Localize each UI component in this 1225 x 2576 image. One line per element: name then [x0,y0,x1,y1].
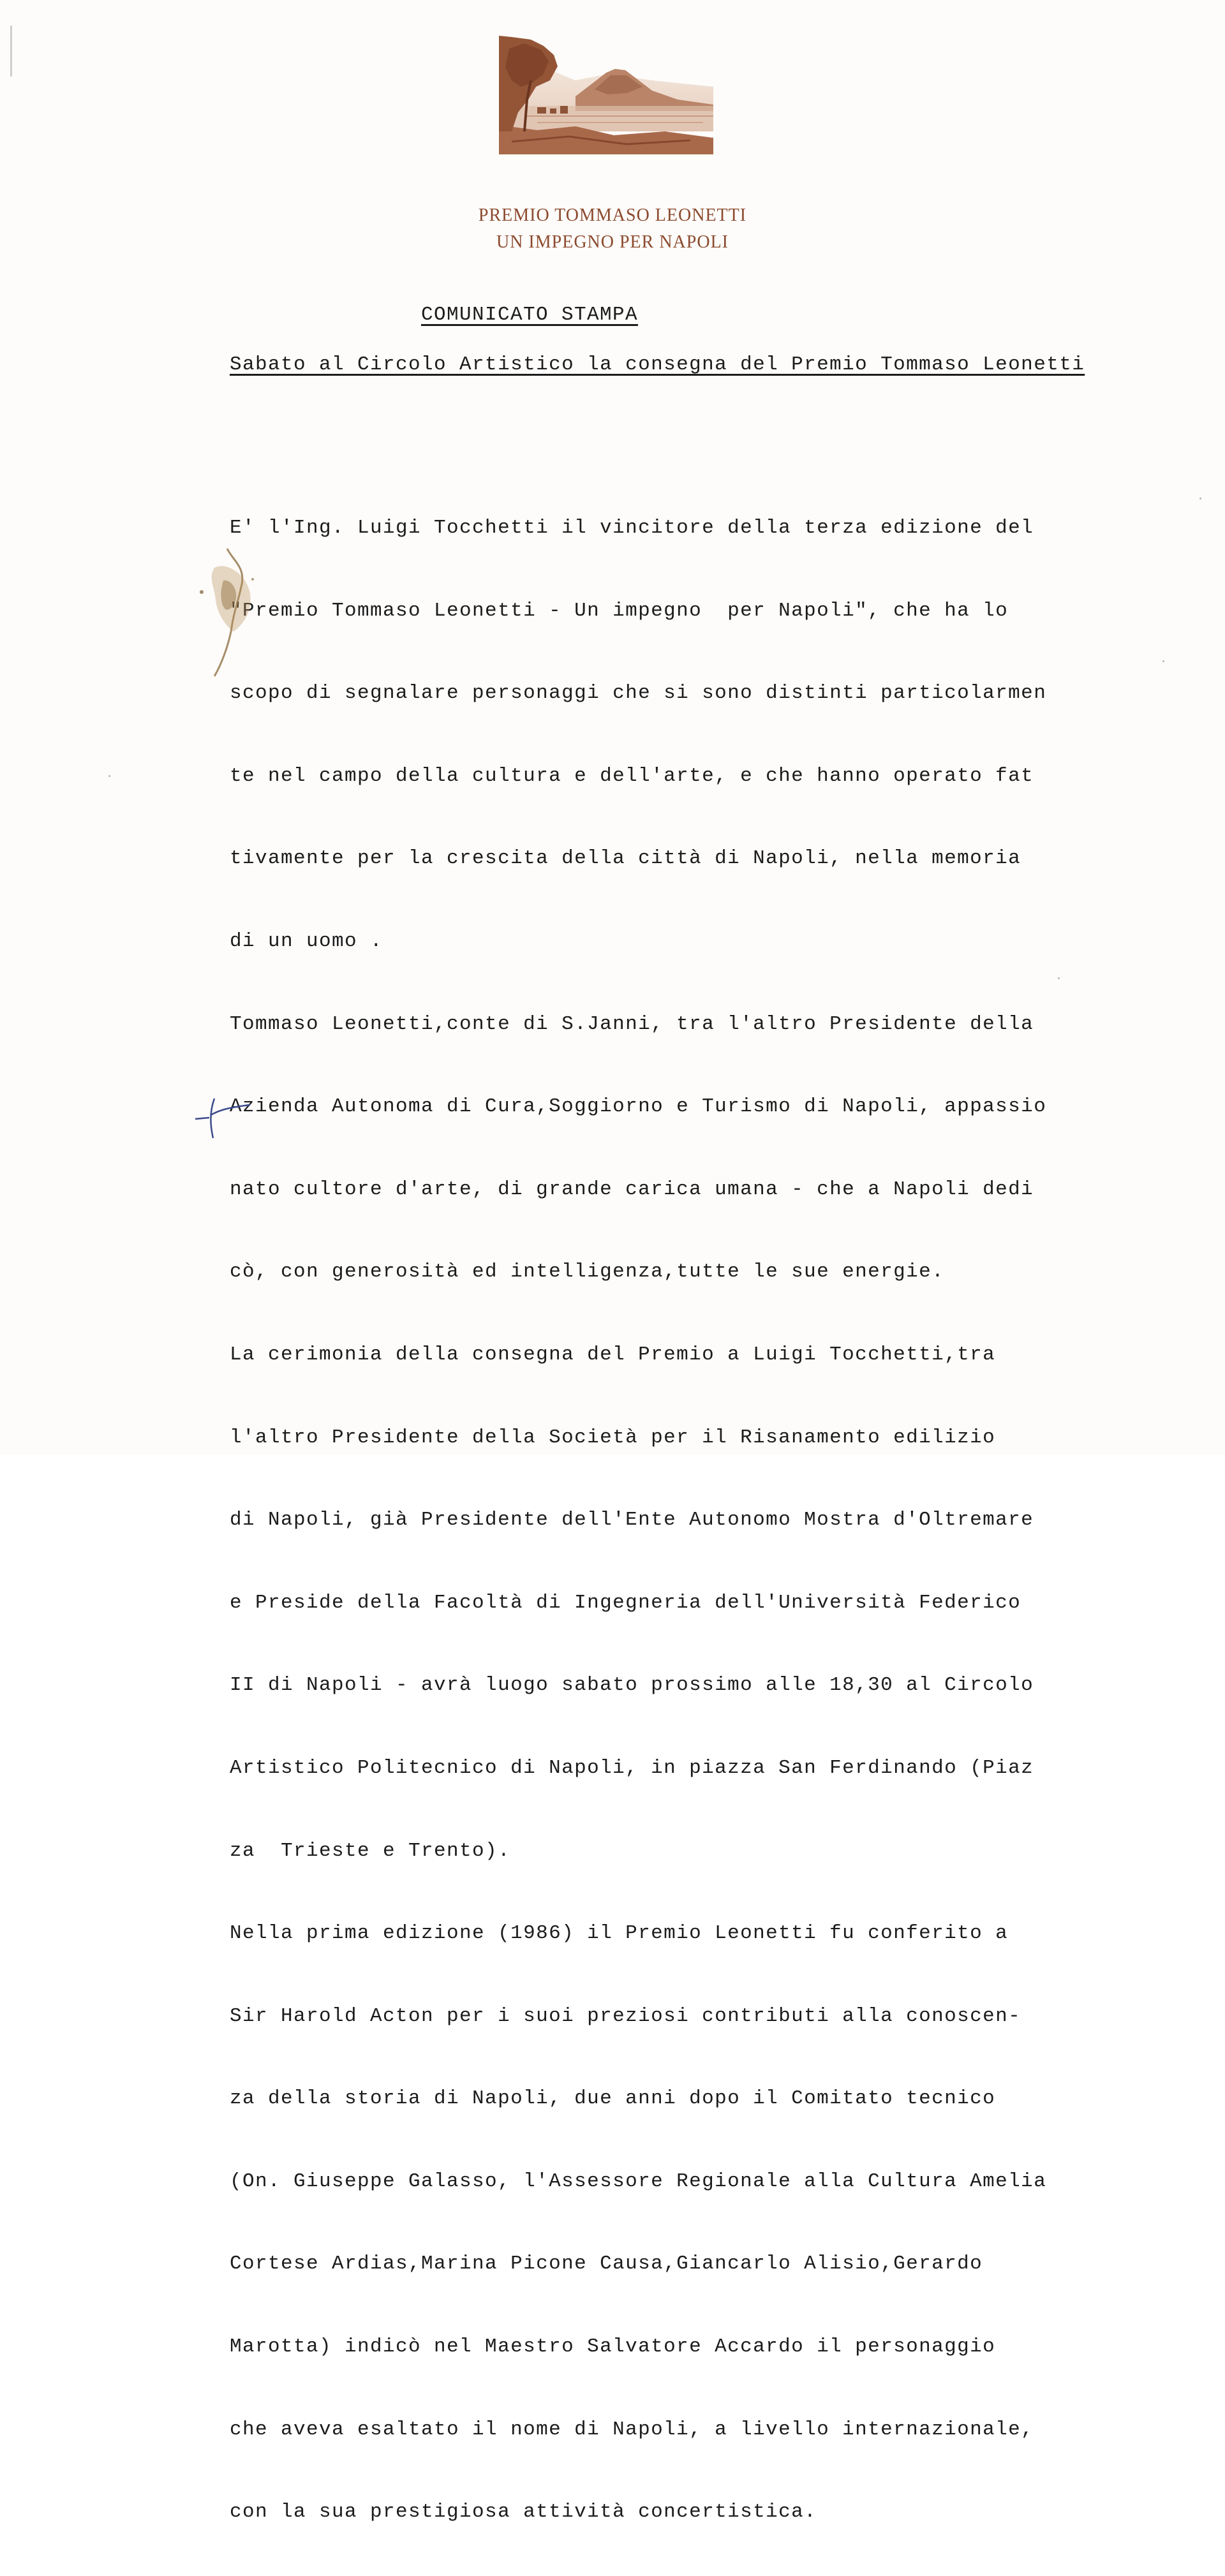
body-line: (On. Giuseppe Galasso, l'Assessore Regionale alla Cultura Amelia [230,2170,1047,2193]
body-line: e Preside della Facoltà di Ingegneria dell'Università Federico [230,1591,1021,1614]
body-line: Marotta) indicò nel Maestro Salvatore Accardo il personaggio [230,2335,996,2358]
body-line: za Trieste e Trento). [230,1839,511,1862]
body-line: Nella prima edizione (1986) il Premio Leonetti fu conferito a [230,1922,1009,1945]
letterhead-subtitle: UN IMPEGNO PER NAPOLI [496,232,729,252]
body-line: Artistico Politecnico di Napoli, in piazza San Ferdinando (Piaz [230,1756,1034,1779]
body-line: za della storia di Napoli, due anni dopo il Comitato tecnico [230,2087,996,2110]
scan-speck [1058,977,1060,979]
scan-edge-mark [10,26,12,77]
body-line: l'altro Presidente della Società per il Risanamento edilizio [230,1426,996,1449]
body-line: con la sua prestigiosa attività concertistica. [230,2501,817,2524]
body-line: II di Napoli - avrà luogo sabato prossimo alle 18,30 al Circolo [230,1674,1034,1697]
body-line: Sir Harold Acton per i suoi preziosi contributi alla conoscen- [230,2004,1021,2027]
body-line: nato cultore d'arte, di grande carica umana - che a Napoli dedi [230,1178,1034,1201]
body-line: Tommaso Leonetti,conte di S.Janni, tra l'altro Presidente della [230,1012,1034,1035]
pen-cross-mark [191,1096,255,1141]
letterhead-title: PREMIO TOMMASO LEONETTI [478,205,747,225]
document-heading: COMUNICATO STAMPA [421,304,639,326]
bay-of-naples-vesuvius-icon [499,36,713,154]
body-line: scopo di segnalare personaggi che si sono distinti particolarmen [230,682,1047,705]
body-line: Azienda Autonoma di Cura,Soggiorno e Turismo di Napoli, appassio [230,1095,1047,1118]
body-line: La cerimonia della consegna del Premio a Luigi Tocchetti,tra [230,1343,996,1366]
body-line: "Premio Tommaso Leonetti - Un impegno per Napoli", che ha lo [230,599,1009,622]
scan-speck [108,775,110,777]
body-line: Cortese Ardias,Marina Picone Causa,Giancarlo Alisio,Gerardo [230,2253,983,2276]
body-line: te nel campo della cultura e dell'arte, e che hanno operato fat [230,764,1034,787]
scan-speck [1162,660,1164,662]
body-line: che aveva esaltato il nome di Napoli, a livello internazionale, [230,2418,1034,2441]
scan-speck [1199,498,1201,500]
body-line: di Napoli, già Presidente dell'Ente Autonomo Mostra d'Oltremare [230,1509,1034,1532]
document-subheading: Sabato al Circolo Artistico la consegna del Premio Tommaso Leonetti [230,353,1085,376]
stain-mark [189,542,272,683]
body-line: E' l'Ing. Luigi Tocchetti il vincitore della terza edizione del [230,517,1034,539]
body-line: cò, con generosità ed intelligenza,tutte le sue energie. [230,1261,945,1284]
body-line: di un uomo . [230,929,383,952]
press-release-body [230,464,1046,2576]
body-line: tivamente per la crescita della città di Napoli, nella memoria [230,847,1021,870]
